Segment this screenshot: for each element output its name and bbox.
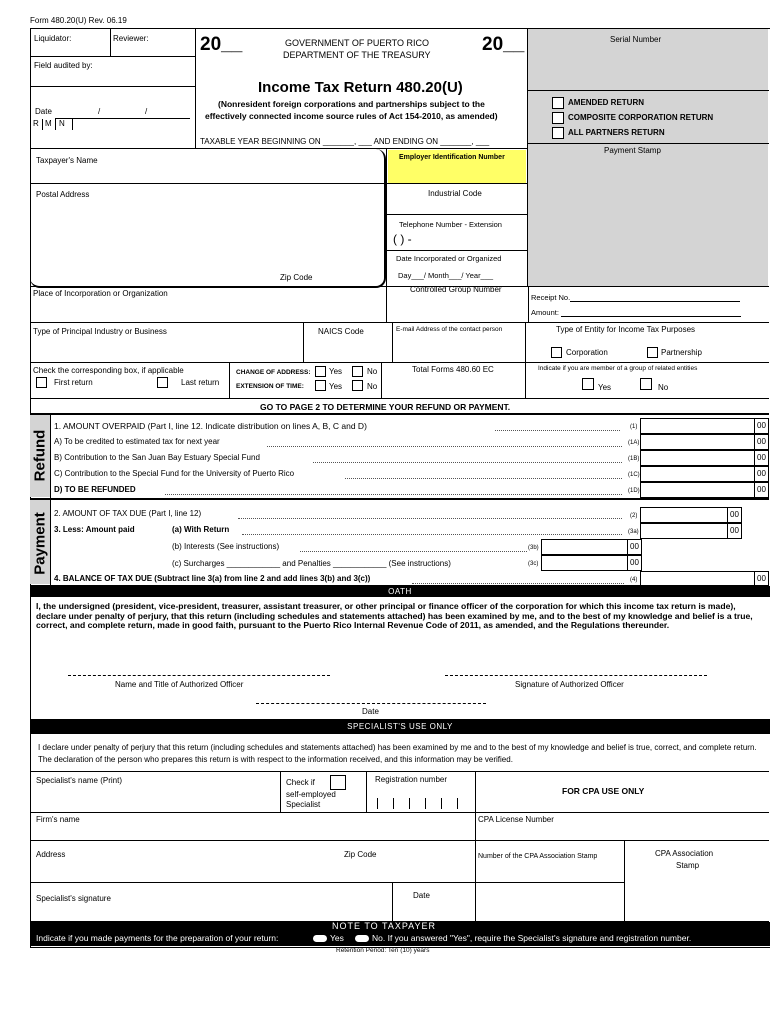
- check-if-label: Check if: [286, 778, 315, 787]
- amended-checkbox[interactable]: [552, 97, 564, 109]
- date-label: Date: [35, 107, 52, 116]
- industrial-code-label: Industrial Code: [428, 189, 482, 198]
- form-title: Income Tax Return 480.20(U): [258, 79, 463, 96]
- all-partners-checkbox[interactable]: [552, 127, 564, 139]
- year-right: 20__: [482, 34, 525, 55]
- related-yes-checkbox[interactable]: [582, 378, 594, 390]
- ref-1B: (1B): [628, 456, 640, 462]
- amount-overpaid-field[interactable]: 00: [640, 418, 769, 434]
- ref-4: (4): [630, 577, 638, 583]
- last-return-checkbox[interactable]: [157, 377, 168, 388]
- related-entities-label: Indicate if you are member of a group of related entities: [538, 365, 698, 372]
- first-return-checkbox[interactable]: [36, 377, 47, 388]
- year-left: 20__: [200, 34, 243, 55]
- extension-no-checkbox[interactable]: [352, 380, 363, 391]
- field-audited-label: Field audited by:: [34, 61, 93, 70]
- note-yes-oval[interactable]: [313, 935, 327, 942]
- amended-label: AMENDED RETURN: [568, 98, 644, 107]
- extension-time-label: EXTENSION OF TIME:: [236, 383, 304, 390]
- note-title: NOTE TO TAXPAYER: [332, 921, 437, 931]
- email-label: E-mail Address of the contact person: [396, 326, 503, 333]
- ein-label: Employer Identification Number: [399, 154, 505, 161]
- payment-side-label: Payment: [31, 512, 49, 575]
- payment-stamp-label: Payment Stamp: [604, 146, 661, 155]
- extension-yes-label: Yes: [329, 382, 343, 391]
- go-to-page2: GO TO PAGE 2 TO DETERMINE YOUR REFUND OR PAYMENT.: [260, 402, 511, 412]
- oath-band: OATH: [30, 586, 770, 597]
- total-forms-label: Total Forms 480.60 EC: [412, 365, 494, 374]
- ref-1D: (1D): [628, 488, 640, 494]
- reviewer-label: Reviewer:: [113, 34, 149, 43]
- ref-3c: (3c): [528, 561, 539, 567]
- entity-type-label: Type of Entity for Income Tax Purposes: [556, 325, 696, 334]
- date-dmy-field[interactable]: Day___/ Month___/ Year___: [398, 271, 494, 280]
- officer-signature-label: Signature of Authorized Officer: [515, 680, 624, 689]
- officer-name-label: Name and Title of Authorized Officer: [115, 680, 244, 689]
- receipt-no-label: Receipt No.: [531, 293, 571, 302]
- upr-fund-field[interactable]: 00: [640, 466, 769, 482]
- refund-lineB: B) Contribution to the San Juan Bay Estuary Special Fund: [54, 453, 260, 462]
- payment-line3a: (a) With Return: [172, 525, 230, 534]
- with-return-field[interactable]: 00: [640, 523, 742, 539]
- cpa-association-label: CPA Association: [655, 849, 714, 858]
- specialist-signature-label: Specialist's signature: [36, 894, 111, 903]
- specialist-band: SPECIALIST'S USE ONLY: [30, 719, 770, 734]
- change-address-label: CHANGE OF ADDRESS:: [236, 369, 311, 376]
- specialist-label: Specialist: [286, 800, 321, 809]
- corporation-label: Corporation: [566, 348, 608, 357]
- date-slash-1: /: [98, 107, 101, 116]
- specialist-address-label: Address: [36, 850, 66, 859]
- extension-yes-checkbox[interactable]: [315, 380, 326, 391]
- ref-1C: (1C): [628, 472, 640, 478]
- specialist-zip-label: Zip Code: [344, 850, 377, 859]
- registration-field[interactable]: [377, 798, 457, 809]
- first-return-label: First return: [54, 378, 93, 387]
- ref-3b: (3b): [528, 545, 539, 551]
- retention-period: Retention Period: Ten (10) years: [336, 947, 430, 954]
- subtitle-1: (Nonresident foreign corporations and partnerships subject to the: [218, 99, 485, 109]
- gov-line2: DEPARTMENT OF THE TREASURY: [283, 50, 431, 60]
- change-address-no-checkbox[interactable]: [352, 366, 363, 377]
- all-partners-label: ALL PARTNERS RETURN: [568, 128, 665, 137]
- serial-number-label: Serial Number: [610, 35, 662, 44]
- change-address-yes-checkbox[interactable]: [315, 366, 326, 377]
- cpa-stamp-label: Stamp: [676, 861, 700, 870]
- interests-field[interactable]: 00: [541, 539, 642, 555]
- payment-line3b: (b) Interests (See instructions): [172, 542, 280, 551]
- related-no-checkbox[interactable]: [640, 378, 652, 390]
- phone-field[interactable]: ( ) -: [393, 232, 412, 246]
- specialist-declaration: I declare under penalty of perjury that this return (including schedules and statements attached) has been examined by me and to the best of my knowledge and belief is true, correct, and complete return. The declaration of the person who prepares this return is with respect to the information received, and this information may be verified.: [38, 743, 757, 764]
- change-address-yes-label: Yes: [329, 367, 343, 376]
- last-return-label: Last return: [181, 378, 220, 387]
- partnership-checkbox[interactable]: [647, 347, 658, 358]
- form-revision: Form 480.20(U) Rev. 06.19: [30, 16, 127, 25]
- payment-line4: 4. BALANCE OF TAX DUE (Subtract line 3(a) from line 2 and add lines 3(b) and 3(c)): [54, 574, 371, 583]
- partnership-label: Partnership: [661, 348, 702, 357]
- payment-line3: 3. Less: Amount paid: [54, 525, 135, 534]
- note-text-b: No. If you answered "Yes", require the Specialist's signature and registration number.: [372, 933, 692, 943]
- officer-signature-line[interactable]: [445, 675, 707, 676]
- note-text-a: Indicate if you made payments for the preparation of your return:: [36, 933, 279, 943]
- refund-side-label: Refund: [31, 429, 49, 482]
- composite-label: COMPOSITE CORPORATION RETURN: [568, 113, 714, 122]
- subtitle-2: effectively connected income source rules of Act 154-2010, as amended): [205, 111, 498, 121]
- date-slash-2: /: [145, 107, 148, 116]
- balance-due-field[interactable]: 00: [640, 571, 769, 587]
- official-use-panel: [528, 29, 768, 286]
- principal-industry-label: Type of Principal Industry or Business: [33, 327, 167, 336]
- related-no-label: No: [658, 383, 669, 392]
- oath-date-label: Date: [362, 707, 379, 716]
- to-be-refunded-field[interactable]: 00: [640, 482, 769, 498]
- rmn-boxes: R M N: [30, 119, 75, 130]
- gov-line1: GOVERNMENT OF PUERTO RICO: [285, 38, 430, 48]
- ref-2: (2): [630, 513, 638, 519]
- phone-label: Telephone Number - Extension: [399, 220, 502, 229]
- place-incorporation-label: Place of Incorporation or Organization: [33, 289, 168, 298]
- cpa-stamp-number-label: Number of the CPA Association Stamp: [478, 853, 598, 860]
- specialist-name-label: Specialist's name (Print): [36, 776, 122, 785]
- extension-no-label: No: [367, 382, 378, 391]
- corporation-checkbox[interactable]: [551, 347, 562, 358]
- taxpayer-name-label: Taxpayer's Name: [36, 156, 98, 165]
- naics-label: NAICS Code: [318, 327, 364, 336]
- check-box-label: Check the corresponding box, if applicable: [33, 366, 184, 375]
- self-employed-label: self-employed: [286, 790, 336, 799]
- ref-3a: (3a): [628, 529, 639, 535]
- specialist-date-label: Date: [413, 891, 430, 900]
- payment-line3c: (c) Surcharges ____________ and Penalties ____________ (See instructions): [172, 559, 451, 568]
- officer-name-line[interactable]: [68, 675, 330, 676]
- payment-line2: 2. AMOUNT OF TAX DUE (Part I, line 12): [54, 509, 202, 518]
- taxpayer-box: [30, 149, 386, 288]
- oath-date-line[interactable]: [256, 703, 486, 704]
- tax-due-field[interactable]: 00: [640, 507, 742, 523]
- refund-lineC: C) Contribution to the Special Fund for the University of Puerto Rico: [54, 469, 295, 478]
- estuary-fund-field[interactable]: 00: [640, 450, 769, 466]
- registration-label: Registration number: [375, 775, 448, 784]
- related-yes-label: Yes: [598, 383, 612, 392]
- self-employed-checkbox[interactable]: [330, 775, 346, 790]
- credit-estimated-field[interactable]: 00: [640, 434, 769, 450]
- zip-code-label: Zip Code: [280, 273, 313, 282]
- note-yes: Yes: [330, 933, 344, 943]
- surcharges-field[interactable]: 00: [541, 555, 642, 571]
- cpa-use-label: FOR CPA USE ONLY: [562, 786, 645, 796]
- refund-lineD: D) TO BE REFUNDED: [54, 485, 136, 494]
- controlled-group-label: Controlled Group Number: [410, 285, 502, 294]
- date-incorporated-label: Date Incorporated or Organized: [396, 254, 502, 263]
- firm-name-label: Firm's name: [36, 815, 80, 824]
- oath-text: I, the undersigned (president, vice-president, treasurer, assistant treasurer, or other principal or finance officer of the corporation for which this income tax return is made), declare under penalty of perjury, that this return (including schedules and statements attached) has been examined by me, and to the best of my knowledge and belief is a true, correct, and complete return, made in good faith, pursuant to the Puerto Rico Internal Revenue Code of 2011, as amended, and the Regulations thereunder.: [36, 601, 753, 630]
- amount-label: Amount:: [531, 308, 559, 317]
- composite-checkbox[interactable]: [552, 112, 564, 124]
- change-address-no-label: No: [367, 367, 378, 376]
- refund-line1: 1. AMOUNT OVERPAID (Part I, line 12. Indicate distribution on lines A, B, C and D): [54, 421, 367, 431]
- refund-lineA: A) To be credited to estimated tax for next year: [54, 437, 220, 446]
- liquidator-label: Liquidator:: [34, 34, 72, 43]
- postal-address-label: Postal Address: [36, 190, 90, 199]
- cpa-license-label: CPA License Number: [478, 815, 554, 824]
- taxable-year: TAXABLE YEAR BEGINNING ON _______, ___ AND ENDING ON _______, ___: [200, 137, 490, 146]
- ref-1A: (1A): [628, 440, 640, 446]
- note-no-oval[interactable]: [355, 935, 369, 942]
- ref-1: (1): [630, 424, 638, 430]
